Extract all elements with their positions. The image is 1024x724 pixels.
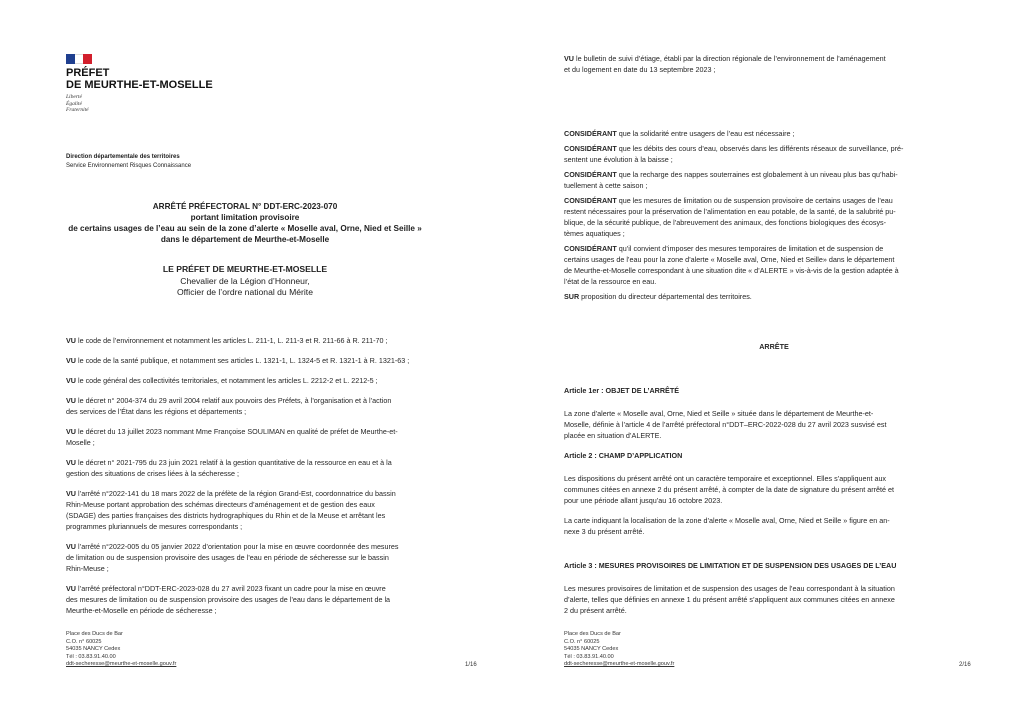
paragraph-line: Les mesures provisoires de limitation et de suspension des usages de l’eau correspondant à la situation [564,584,895,593]
paragraph-line: Moselle, définie à l’article 4 de l’arrêté préfectoral n°DDT–ERC-2022-028 du 27 avril 2023 susvisé est [564,420,887,429]
paragraph-line: l’état de la ressource en eau. [564,277,657,286]
footer-line: 54035 NANCY Cedex [66,646,121,653]
paragraph [564,143,984,165]
footer-line: Tél : 03.83.91.40.00 [564,653,614,660]
direction-name: Direction départementale des territoires [66,154,180,160]
paragraph-lead: CONSIDÉRANT [564,170,617,179]
article-title: Article 1er : OBJET DE L’ARRÊTÉ [564,386,680,395]
devise-liberte: Liberté [66,94,82,100]
paragraph-line: placée en situation d’ALERTE. [564,431,662,440]
paragraph-line: VU le décret du 13 juillet 2023 nommant Mme Françoise SOULIMAN en qualité de préfet de Meurthe-et- [66,427,398,436]
title-line: de certains usages de l’eau au sein de la zone d’alerte « Moselle aval, Orne, Nied et Seille » [68,224,422,233]
prefet-header [66,67,213,91]
paragraph-lead: VU [66,356,76,365]
paragraph-line: VU le code de la santé publique, et notamment ses articles L. 1321-1, L. 1324-5 et R. 1321-1 à R. 1321-63 ; [66,356,410,365]
paragraph-line: VU l’arrêté n°2022-141 du 18 mars 2022 de la préfète de la région Grand-Est, coordonnatrice du bassin [66,489,396,498]
paragraph-line: restent nécessaires pour la préservation de l’alimentation en eau potable, de la santé, de la salubrité pu- [564,207,896,216]
paragraph [564,291,984,302]
footer-line: Place des Ducs de Bar [66,631,123,637]
paragraph-line: des mesures de limitation ou de suspension provisoire des usages de l’eau dans le département de la [66,595,391,604]
paragraph-line: blique, de la sécurité publique, de l’abreuvement des animaux, des fonctions biologiques des écosys- [564,218,887,227]
paragraph-lead: CONSIDÉRANT [564,144,617,153]
paragraph-lead: VU [66,396,76,405]
paragraph-line: CONSIDÉRANT que la solidarité entre usagers de l’eau est nécessaire ; [564,129,795,138]
arrete-title [40,201,450,245]
paragraph [66,355,486,366]
paragraph [564,583,984,616]
paragraph [564,53,984,75]
paragraph-lead: SUR [564,292,580,301]
arrete-label: ARRÊTE [759,342,789,351]
paragraph-lead: CONSIDÉRANT [564,196,617,205]
paragraph-line: communes citées en annexe 2 du présent arrêté, à compter de la date de signature du présent arrêté et [564,485,895,494]
paragraph-line: Rhin-Meuse portant approbation des schémas directeurs d’aménagement et de gestion des eaux [66,500,375,509]
article-title: Article 3 : MESURES PROVISOIRES DE LIMITATION ET DE SUSPENSION DES USAGES DE L’EAU [564,561,897,570]
paragraph [66,541,486,574]
paragraph-line: pour une période allant jusqu’au 16 octobre 2023. [564,496,723,505]
title-line: portant limitation provisoire [190,213,300,222]
paragraph-line: tuellement à cette saison ; [564,181,648,190]
paragraph-lead: VU [66,336,76,345]
paragraph [66,426,486,448]
paragraph-line: et du logement en date du 13 septembre 2023 ; [564,65,716,74]
page-number: 1/16 [465,662,477,668]
paragraph-line: Les dispositions du présent arrêté ont un caractère temporaire et exceptionnel. Elles s’appliquent aux [564,474,887,483]
prefet-honor: Chevalier de la Légion d’Honneur, [180,275,310,286]
paragraph-lead: VU [66,376,76,385]
paragraph-line: La zone d’alerte « Moselle aval, Orne, Nied et Seille » située dans le département de Meurthe-et- [564,409,874,418]
prefet-honor: Officier de l’ordre national du Mérite [177,287,313,297]
paragraph-line: CONSIDÉRANT que les débits des cours d’eau, observés dans les différents réseaux de surveillance, pré- [564,144,904,153]
paragraph-line: (SDAGE) des parties françaises des districts hydrographiques du Rhin et de la Meuse et arrêtant les [66,511,386,520]
paragraph-line: de Meurthe-et-Moselle correspondant à une situation dite « d’ALERTE » vis-à-vis de la gestion adaptée à [564,266,899,275]
page-number: 2/16 [959,662,971,668]
prefet-block [40,264,450,299]
footer-line: C.O. n° 60025 [564,638,600,645]
marianne-logo-icon [66,54,92,64]
devise-egalite: Égalité [66,100,82,107]
paragraph-line: VU l’arrêté n°2022-005 du 05 janvier 2022 d’orientation pour la mise en œuvre coordonnée des mesures [66,542,399,551]
paragraph-lead: VU [66,427,76,436]
paragraph-line: programmes pluriannuels de mesures correspondants ; [66,522,243,531]
paragraph-line: de limitation ou de suspension provisoire des usages de l’eau en période de sécheresse sur le bassin [66,553,389,562]
prefet-line2: DE MEURTHE-ET-MOSELLE [66,79,213,91]
footer-address [564,631,674,669]
article-title: Article 2 : CHAMP D’APPLICATION [564,451,683,460]
footer-line: 54035 NANCY Cedex [564,646,619,653]
devise [66,94,89,114]
paragraph [66,395,486,417]
paragraph-line: tèmes aquatiques ; [564,229,625,238]
paragraph [564,243,984,287]
paragraph-lead: VU [66,584,76,593]
paragraph-lead: VU [66,542,76,551]
paragraph [564,169,984,191]
paragraph-line: sentent une évolution à la baisse ; [564,155,673,164]
paragraph [66,583,486,616]
paragraph-line: nexe 3 du présent arrêté. [564,527,645,536]
paragraph-line: VU le code de l’environnement et notamment les articles L. 211-1, L. 211-3 et R. 211-66 à R. 211-70 ; [66,336,388,345]
footer-line: C.O. n° 60025 [66,638,102,645]
page-right [512,0,1024,724]
paragraph-line: gestion des situations de crises liées à la sécheresse ; [66,469,239,478]
footer-line: Place des Ducs de Bar [564,631,621,637]
paragraph [564,515,984,537]
title-line: dans le département de Meurthe-et-Moselle [160,235,330,244]
direction-block [66,153,191,171]
paragraph-lead: VU [66,489,76,498]
paragraph-lead: CONSIDÉRANT [564,244,617,253]
paragraph-line: CONSIDÉRANT que les mesures de limitation ou de suspension provisoire de certains usages de l’eau [564,196,893,205]
paragraph-line: Moselle ; [66,438,95,447]
paragraph-line: VU le code général des collectivités territoriales, et notamment les articles L. 2212-2 et L. 2212-5 ; [66,376,378,385]
footer-address [66,631,176,669]
paragraph-line: CONSIDÉRANT qu’il convient d’imposer des mesures temporaires de limitation et de suspension de [564,244,884,253]
direction-service: Service Environnement Risques Connaissance [66,163,192,169]
paragraph [66,488,486,532]
paragraph [564,128,984,139]
paragraph-line: CONSIDÉRANT que la recharge des nappes souterraines est globalement à un niveau plus bas qu’habi- [564,170,898,179]
paragraph [66,335,486,346]
paragraph [66,457,486,479]
paragraph-line: certains usages de l’eau pour la zone d’alerte « Moselle aval, Orne, Nied et Seille» dans le département [564,255,895,264]
paragraph-line: La carte indiquant la localisation de la zone d’alerte « Moselle aval, Orne, Nied et Seille » figure en an- [564,516,890,525]
paragraph-lead: CONSIDÉRANT [564,129,617,138]
paragraph-line: Meurthe-et-Moselle en période de sécheresse ; [66,606,217,615]
prefet-name: LE PRÉFET DE MEURTHE-ET-MOSELLE [162,264,328,274]
footer-email-link[interactable]: ddt-secheresse@meurthe-et-moselle.gouv.fr [66,661,177,668]
paragraph-line: SUR proposition du directeur départemental des territoires. [564,292,752,301]
paragraph-line: des services de l’État dans les régions et départements ; [66,407,247,416]
paragraph [66,375,486,386]
footer-email-link[interactable]: ddt-secheresse@meurthe-et-moselle.gouv.fr [564,661,675,668]
footer-line: Tél : 03.83.91.40.00 [66,653,116,660]
paragraph-line: VU le décret n° 2004-374 du 29 avril 2004 relatif aux pouvoirs des Préfets, à l’organisation et à l’action [66,396,392,405]
paragraph [564,408,984,441]
paragraph-line: VU le bulletin de suivi d’étiage, établi par la direction régionale de l’environnement de l’aménagement [564,54,886,63]
paragraph-line: 2 du présent arrêté. [564,606,627,615]
paragraph-line: VU le décret n° 2021-795 du 23 juin 2021 relatif à la gestion quantitative de la ressource en eau et à la [66,458,392,467]
paragraph-line: Rhin-Meuse ; [66,564,109,573]
paragraph-lead: VU [564,54,574,63]
paragraph [564,473,984,506]
paragraph-line: d’alerte, telles que définies en annexe 1 du présent arrêté s’appliquent aux communes citées en annexe [564,595,895,604]
title-line: ARRÊTÉ PRÉFECTORAL N° DDT-ERC-2023-070 [152,202,338,211]
paragraph-line: VU l’arrêté préfectoral n°DDT-ERC-2023-028 du 27 avril 2023 fixant un cadre pour la mise en œuvre [66,584,386,593]
paragraph [564,195,984,239]
prefet-line1: PRÉFET [66,67,110,79]
devise-fraternite: Fraternité [66,107,89,113]
paragraph-lead: VU [66,458,76,467]
